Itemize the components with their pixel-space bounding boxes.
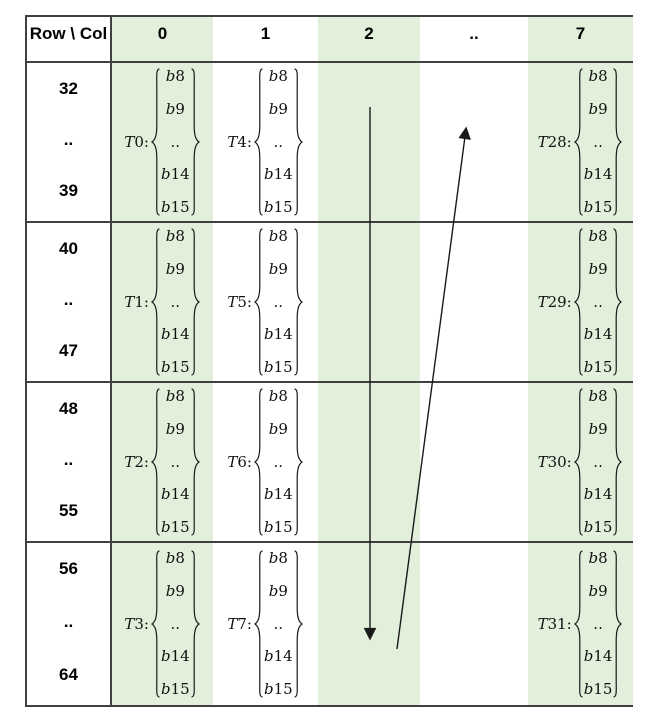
bit-item: b8 (165, 227, 185, 245)
thread-label: T0: (124, 133, 149, 151)
right-brace-icon (293, 549, 304, 699)
thread-label: T7: (227, 615, 252, 633)
cell-r0-cdots-empty (420, 63, 528, 223)
left-brace-icon (150, 387, 161, 537)
bit-item: b14 (160, 485, 190, 504)
bit-item: b8 (588, 227, 608, 245)
bit-list (584, 68, 613, 216)
bit-item: b8 (268, 549, 288, 567)
left-brace-icon (253, 227, 264, 377)
row-label-32-39: 32 .. 39 (27, 63, 112, 223)
col-header-1: 1 (213, 17, 318, 63)
col-header-0: 0 (112, 17, 213, 63)
bit-item: .. (273, 614, 284, 633)
bit-item: b9 (165, 259, 185, 278)
bit-item: b15 (160, 680, 190, 698)
cell-r2-c2-empty (318, 383, 420, 543)
left-brace-icon (573, 227, 584, 377)
bit-item: b14 (160, 325, 190, 344)
bit-list (584, 228, 613, 376)
bit-item: b14 (263, 325, 293, 344)
bit-list (161, 68, 190, 216)
left-brace-icon (253, 67, 264, 217)
cell-r0-c2-empty (318, 63, 420, 223)
bit-item: b9 (268, 581, 288, 600)
cell-r2-c1 (213, 383, 318, 543)
right-brace-icon (293, 67, 304, 217)
thread-label: T30: (537, 453, 572, 471)
mapping-table (25, 15, 633, 707)
bit-item: b9 (588, 99, 608, 118)
cell-r3-c7 (528, 543, 633, 705)
bit-item: b9 (165, 99, 185, 118)
bit-item: b14 (263, 485, 293, 504)
cell-r0-c7 (528, 63, 633, 223)
bit-list (264, 68, 293, 216)
thread-label: T6: (227, 453, 252, 471)
cell-r2-cdots-empty (420, 383, 528, 543)
bit-item: .. (170, 132, 181, 151)
col-header-7: 7 (528, 17, 633, 63)
right-brace-icon (293, 227, 304, 377)
bit-item: b9 (588, 419, 608, 438)
bit-item: b8 (588, 67, 608, 85)
bit-item: b9 (588, 259, 608, 278)
right-brace-icon (612, 227, 623, 377)
thread-label: T3: (124, 615, 149, 633)
cell-r3-c1 (213, 543, 318, 705)
bit-item: .. (593, 452, 603, 471)
thread-label: T29: (537, 293, 572, 311)
bit-item: b15 (583, 358, 613, 376)
bit-item: b14 (160, 647, 190, 666)
bit-item: b9 (165, 581, 185, 600)
row-label-56-64: 56 .. 64 (27, 543, 112, 705)
thread-fragment-T4 (227, 67, 303, 217)
bit-item: b14 (263, 165, 293, 184)
bit-item: .. (593, 132, 603, 151)
bit-item: b8 (165, 549, 185, 567)
bit-item: b8 (165, 387, 185, 405)
bit-item: b15 (263, 358, 293, 376)
thread-fragment-T30 (538, 387, 624, 537)
right-brace-icon (190, 227, 201, 377)
bit-item: .. (170, 614, 181, 633)
bit-item: b8 (165, 67, 185, 85)
bit-item: .. (170, 292, 181, 311)
bit-item: .. (593, 292, 603, 311)
right-brace-icon (612, 387, 623, 537)
bit-item: b15 (160, 518, 190, 536)
bit-item: b14 (583, 485, 613, 504)
bit-item: b14 (263, 647, 293, 666)
bit-item: b15 (583, 680, 613, 698)
cell-r0-c1 (213, 63, 318, 223)
bit-item: b14 (583, 165, 613, 184)
bit-item: b14 (583, 647, 613, 666)
bit-item: .. (273, 452, 284, 471)
col-header-dots: .. (420, 17, 528, 63)
cell-r1-cdots-empty (420, 223, 528, 383)
left-brace-icon (253, 549, 264, 699)
cell-r3-c0 (112, 543, 213, 705)
bit-item: .. (273, 132, 284, 151)
thread-label: T28: (537, 133, 572, 151)
thread-label: T31: (537, 615, 572, 633)
bit-item: b8 (268, 387, 288, 405)
right-brace-icon (293, 387, 304, 537)
cell-r1-c7 (528, 223, 633, 383)
cell-r1-c0 (112, 223, 213, 383)
left-brace-icon (150, 549, 161, 699)
thread-fragment-T2 (124, 387, 200, 537)
bit-list (161, 228, 190, 376)
bit-item: .. (170, 452, 181, 471)
left-brace-icon (150, 227, 161, 377)
thread-label: T4: (227, 133, 252, 151)
thread-fragment-T3 (124, 549, 200, 699)
bit-item: b15 (583, 198, 613, 216)
bit-list (264, 388, 293, 536)
thread-fragment-T1 (124, 227, 200, 377)
thread-fragment-T31 (538, 549, 624, 699)
bit-list (264, 550, 293, 698)
bit-item: b15 (160, 198, 190, 216)
right-brace-icon (190, 387, 201, 537)
bit-item: b8 (268, 67, 288, 85)
bit-item: b15 (160, 358, 190, 376)
thread-fragment-T7 (227, 549, 303, 699)
thread-fragment-T0 (124, 67, 200, 217)
thread-label: T2: (124, 453, 149, 471)
bit-list (264, 228, 293, 376)
cell-r2-c7 (528, 383, 633, 543)
bit-list (584, 550, 613, 698)
bit-item: b9 (588, 581, 608, 600)
bit-item: b8 (588, 549, 608, 567)
thread-fragment-T29 (538, 227, 624, 377)
bit-item: .. (593, 614, 603, 633)
bit-item: b9 (165, 419, 185, 438)
bit-item: b9 (268, 99, 288, 118)
right-brace-icon (190, 67, 201, 217)
bit-item: b9 (268, 419, 288, 438)
cell-r0-c0 (112, 63, 213, 223)
col-header-2: 2 (318, 17, 420, 63)
thread-fragment-T28 (538, 67, 624, 217)
bit-item: b15 (263, 680, 293, 698)
bit-item: b14 (160, 165, 190, 184)
thread-label: T5: (227, 293, 252, 311)
row-label-40-47: 40 .. 47 (27, 223, 112, 383)
left-brace-icon (253, 387, 264, 537)
cell-r3-cdots-empty (420, 543, 528, 705)
right-brace-icon (612, 549, 623, 699)
row-label-48-55: 48 .. 55 (27, 383, 112, 543)
bit-list (584, 388, 613, 536)
bit-list (161, 388, 190, 536)
thread-fragment-T5 (227, 227, 303, 377)
left-brace-icon (573, 67, 584, 217)
bit-item: b15 (263, 198, 293, 216)
corner-label: Row \ Col (29, 24, 108, 43)
right-brace-icon (190, 549, 201, 699)
bit-item: b15 (263, 518, 293, 536)
left-brace-icon (573, 549, 584, 699)
cell-r3-c2-empty (318, 543, 420, 705)
thread-fragment-T6 (227, 387, 303, 537)
right-brace-icon (612, 67, 623, 217)
thread-label: T1: (124, 293, 149, 311)
bit-item: b9 (268, 259, 288, 278)
cell-r1-c2-empty (318, 223, 420, 383)
left-brace-icon (573, 387, 584, 537)
bit-item: b8 (268, 227, 288, 245)
cell-r2-c0 (112, 383, 213, 543)
left-brace-icon (150, 67, 161, 217)
bit-item: b8 (588, 387, 608, 405)
bit-list (161, 550, 190, 698)
bit-item: b14 (583, 325, 613, 344)
cell-r1-c1 (213, 223, 318, 383)
bit-item: .. (273, 292, 284, 311)
corner-header (27, 17, 112, 63)
bit-item: b15 (583, 518, 613, 536)
